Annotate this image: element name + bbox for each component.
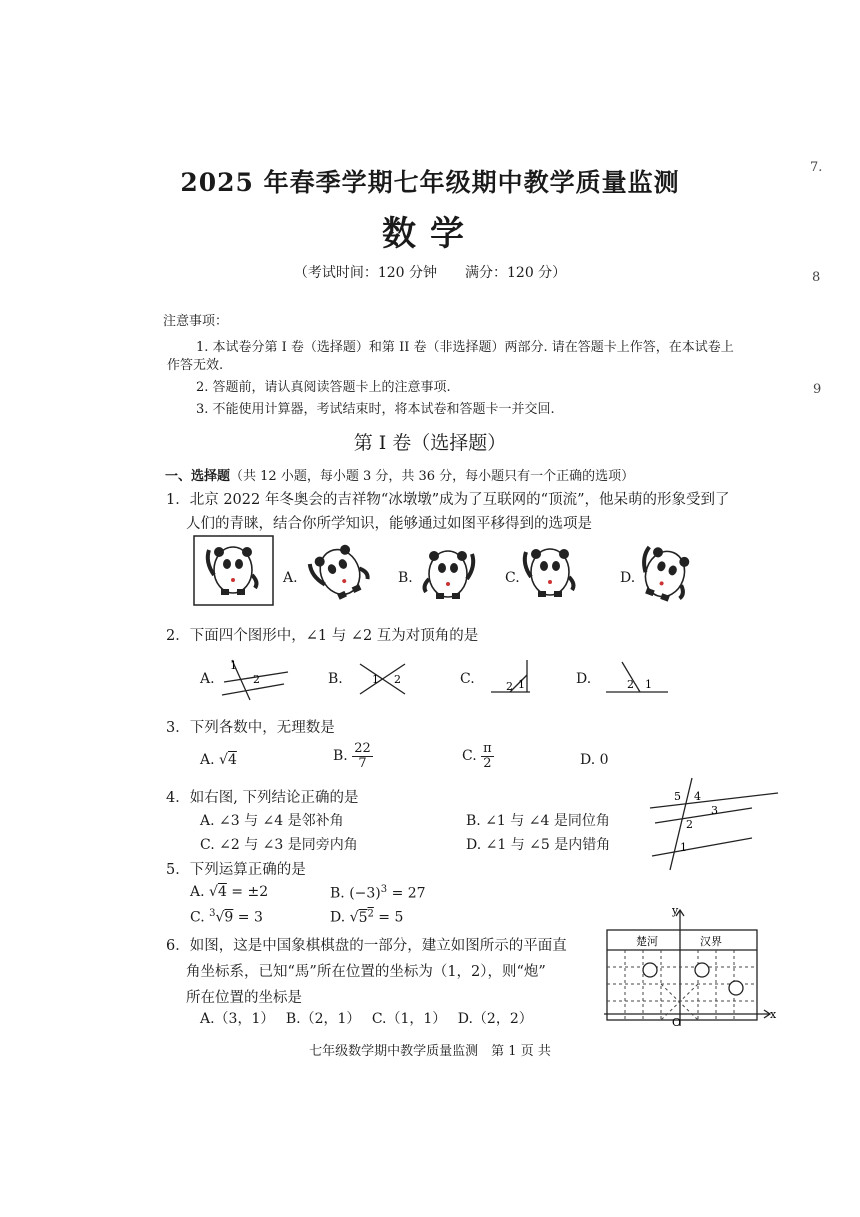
q2a-label-2: 2 [253,673,260,686]
q5-a-val: 4 [217,884,227,900]
q3-c-denominator: 2 [483,755,492,771]
q6-piece-ma [695,963,709,977]
q2-option-b[interactable]: B. [328,671,343,687]
q5-b-base: (−3) [349,885,381,902]
q5-c-val: 9 [224,909,234,926]
q2d-label-1: 1 [645,678,652,691]
notice-item-2: 2. 答题前，请认真阅读答题卡上的注意事项. [196,380,451,395]
page-footer: 七年级数学期中教学质量监测 第 1 页 共 [309,1044,551,1059]
margin-mark-1: 7. [810,160,823,175]
q2c-label-2: 2 [506,680,513,693]
q3-b-label: B. [333,748,348,765]
q5-d-val: 5 [358,909,368,926]
notice-item-3: 3. 不能使用计算器，考试结束时，将本试卷和答题卡一并交回. [196,402,555,417]
q2-option-a[interactable]: A. [200,671,215,687]
q6-piece-left [643,963,657,977]
q4-label-4: 4 [694,790,701,803]
q5-stem: 5．下列运算正确的是 [166,862,306,878]
q5-a-sqrt: √ [209,884,218,900]
q4-label-2: 2 [686,818,693,831]
q5-b-label: B. [330,885,345,902]
q6-line2: 角坐标系，已知“馬”所在位置的坐标为（1，2），则“炮” [186,964,546,980]
q1-line2: 人们的青睐，结合你所学知识，能够通过如图平移得到的选项是 [186,516,592,532]
q5-a-label: A. [190,884,205,900]
q2-option-c[interactable]: C. [460,671,475,687]
notice-item-1-cont: 作答无效. [167,358,224,373]
q2a-label-1: 1 [230,659,237,672]
q5-d-rest: = 5 [373,909,404,926]
q3-stem: 3．下列各数中，无理数是 [166,720,335,736]
subject-title: 数学 [382,214,478,254]
exam-info: （考试时间：120 分钟 满分：120 分） [293,265,567,281]
q4-option-d[interactable]: D. ∠1 与 ∠5 是内错角 [466,837,611,853]
q2c-label-1: 1 [518,678,525,691]
q3-c-numerator: π [483,741,492,756]
notice-heading: 注意事项： [163,314,229,329]
q4-option-b[interactable]: B. ∠1 与 ∠4 是同位角 [466,813,610,829]
notice-item-1: 1. 本试卷分第 Ⅰ 卷（选择题）和第 II 卷（非选择题）两部分. 请在答题卡上作答，在本试卷上 [196,340,734,355]
q5-d-exp: 2 [367,908,374,919]
q3-a-sqrt: √ [219,752,228,768]
q6-y-label: y [672,904,679,917]
q4-label-1: 1 [680,841,687,854]
margin-mark-2: 8 [812,270,821,285]
q6-han-jie: 汉界 [700,935,722,948]
q5-c-index: 3 [209,908,216,919]
q3-option-d[interactable]: D. 0 [580,752,609,768]
margin-mark-3: 9 [813,382,822,397]
q4-stem: 4．如右图, 下列结论正确的是 [166,790,359,806]
q6-chu-he: 楚河 [636,935,658,948]
q5-b-exp: 3 [380,884,388,895]
q5-d-label: D. [330,909,346,926]
q3-c-label: C. [462,748,477,765]
q6-origin-label: O [672,1016,682,1029]
q5-d-sqrt: √ [349,909,359,926]
q1-option-a[interactable]: A. [283,570,298,586]
q6-line3: 所在位置的坐标是 [186,990,302,1006]
q1-option-c[interactable]: C. [505,570,520,586]
q3-b-denominator: 7 [358,755,367,771]
q2b-label-2: 2 [394,673,401,686]
q6-x-label: x [770,1008,777,1021]
q6-line1: 6．如图，这是中国象棋棋盘的一部分，建立如图所示的平面直 [166,938,567,954]
q3-b-numerator: 22 [354,741,371,756]
q4-option-a[interactable]: A. ∠3 与 ∠4 是邻补角 [200,813,344,829]
q2-stem: 2．下面四个图形中，∠1 与 ∠2 互为对顶角的是 [166,628,479,644]
q4-label-3: 3 [711,804,718,817]
q1-option-d[interactable]: D. [620,570,636,586]
q5-c-label: C. [190,909,205,926]
q1-option-b[interactable]: B. [398,570,413,586]
q5-a-rest: = ±2 [226,884,269,900]
q4-label-5: 5 [674,790,681,803]
q4-option-c[interactable]: C. ∠2 与 ∠3 是同旁内角 [200,837,358,853]
q5-c-sqrt: √ [215,909,225,926]
q5-c-rest: = 3 [233,909,263,926]
q3-a-label: A. [200,752,215,768]
q2-option-d[interactable]: D. [576,671,592,687]
q1-line1: 1．北京 2022 年冬奥会的吉祥物“冰墩墩”成为了互联网的“顶流”，他呆萌的形象受到了 [166,492,730,508]
q3-a-val: 4 [227,752,237,768]
q6-piece-pao [729,981,743,995]
exam-title: 2025 年春季学期七年级期中教学质量监测 [180,168,680,197]
part-title: 第 Ⅰ 卷（选择题） [353,432,507,454]
q6-options[interactable]: A.（3，1） B.（2，1） C.（1，1） D.（2，2） [200,1011,533,1027]
section-label: 一、选择题 [165,469,231,484]
q2b-label-1: 1 [372,673,379,686]
q2d-label-2: 2 [627,678,634,691]
q5-b-rest: = 27 [387,885,426,902]
section-desc: （共 12 小题，每小题 3 分，共 36 分，每小题只有一个正确的选项） [230,469,635,484]
